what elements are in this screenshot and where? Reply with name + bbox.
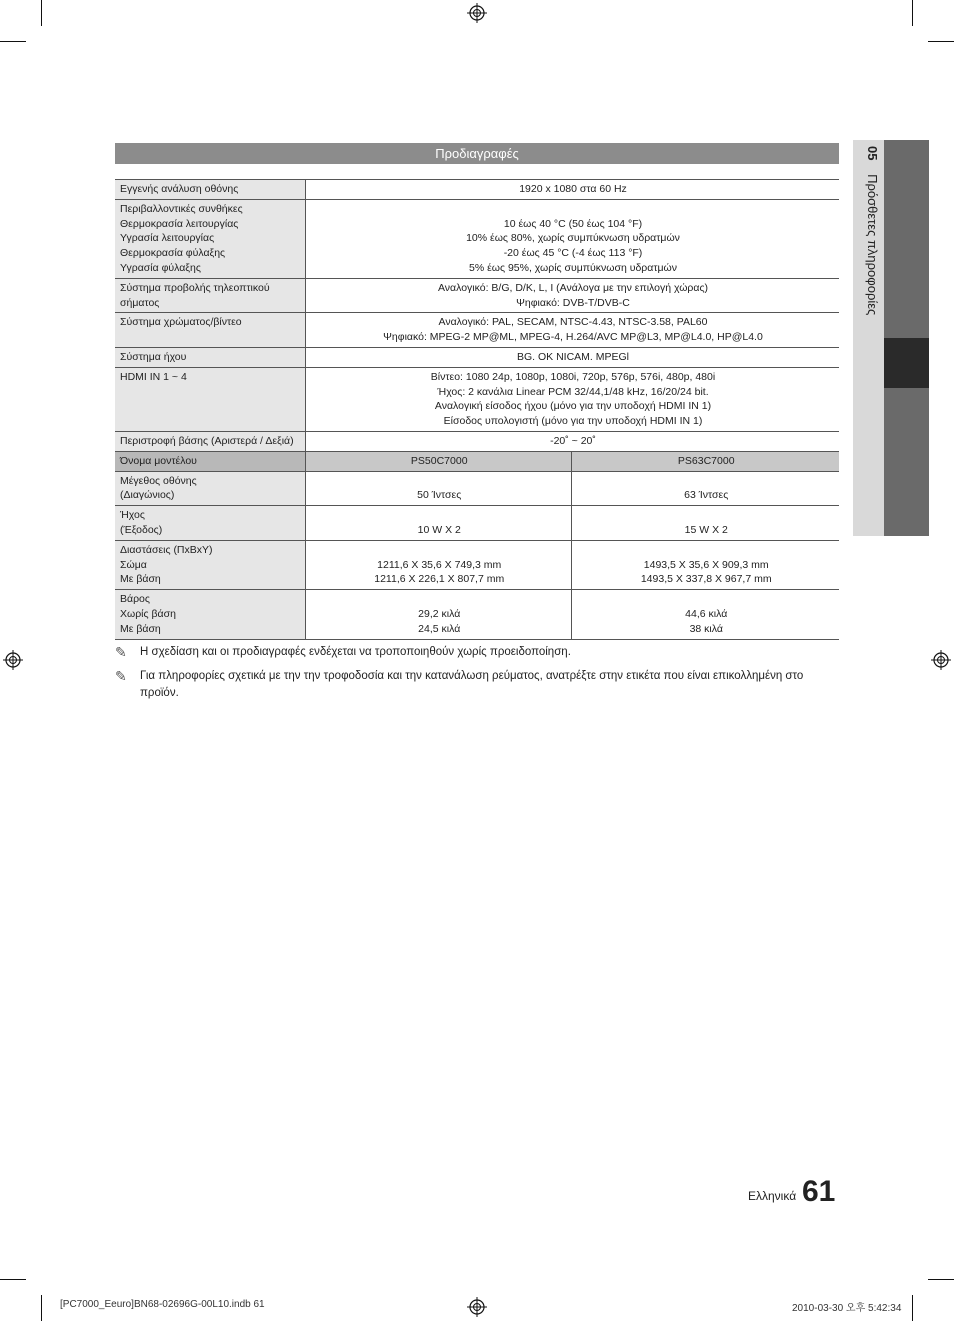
footer-timestamp: 2010-03-30 오후 5:42:34	[792, 1303, 902, 1314]
model-spec-row	[115, 471, 839, 506]
spec-row	[115, 313, 839, 348]
model-spec-label-line: Ήχος	[120, 509, 145, 522]
spec-label-line: Εγγενής ανάλυση οθόνης	[120, 183, 239, 195]
crop-mark	[928, 41, 954, 42]
model-spec-value	[306, 506, 572, 541]
spec-label-line: Υγρασία φύλαξης	[120, 261, 201, 274]
spec-label-line: Υγρασία λειτουργίας	[120, 232, 215, 245]
model-spec-value	[572, 471, 839, 506]
pencil-note-icon: ✎	[115, 668, 127, 684]
spec-label	[115, 180, 306, 200]
spec-value-line: Ψηφιακό: DVB-T/DVB-C	[516, 296, 630, 309]
spec-value-line: 5% έως 95%, χωρίς συμπύκνωση υδρατμών	[469, 261, 677, 274]
model-spec-value-line: 38 κιλά	[689, 622, 723, 635]
spec-row	[115, 347, 839, 367]
spec-value-line: Αναλογική είσοδος ήχου (μόνο για την υποδοχή HDMI IN 1)	[434, 400, 712, 413]
model-spec-value	[572, 540, 839, 589]
spec-row	[115, 180, 839, 200]
spec-value	[306, 347, 840, 367]
model-spec-label	[115, 540, 306, 589]
model-spec-value	[572, 506, 839, 541]
model-spec-label-line: Με βάση	[120, 573, 161, 586]
spec-value	[306, 431, 840, 451]
section-title: Προδιαγραφές	[115, 143, 839, 164]
spec-value	[306, 367, 840, 431]
model-spec-label-line: Σώμα	[120, 558, 147, 571]
model-spec-value	[306, 471, 572, 506]
model-spec-value	[572, 590, 839, 639]
spec-label	[115, 347, 306, 367]
spec-row	[115, 367, 839, 431]
model-spec-label	[115, 471, 306, 506]
model-spec-value-line: 10 W X 2	[417, 523, 461, 536]
crop-mark	[912, 0, 913, 26]
spec-value	[306, 313, 840, 348]
model-spec-row	[115, 506, 839, 541]
crop-mark	[41, 0, 42, 26]
spec-row	[115, 199, 839, 278]
model-spec-row	[115, 540, 839, 589]
spec-value	[306, 199, 840, 278]
spec-row	[115, 278, 839, 313]
model-spec-value-line: 15 W X 2	[684, 523, 728, 536]
model-spec-label-line: Χωρίς βάση	[120, 607, 176, 620]
spec-value-line: 1920 x 1080 στα 60 Hz	[519, 183, 627, 195]
spec-label	[115, 431, 306, 451]
model-spec-value-line: 50 Ίντσες	[417, 489, 462, 502]
spec-label-line: Περιστροφή βάσης (Αριστερά / Δεξιά)	[120, 434, 294, 447]
model-spec-value-line: 63 Ίντσες	[684, 489, 729, 502]
side-tab-marker	[884, 338, 929, 388]
model-name-label: Όνομα μοντέλου	[115, 451, 306, 471]
spec-value	[306, 180, 840, 200]
model-spec-value	[306, 590, 572, 639]
spec-label-line: Σύστημα ήχου	[120, 350, 187, 363]
pencil-note-icon: ✎	[115, 644, 127, 660]
footer-file-info: [PC7000_Eeuro]BN68-02696G-00L10.indb 61	[60, 1299, 265, 1310]
spec-value-line: Βίντεο: 1080 24p, 1080p, 1080i, 720p, 576p, 576i, 480p, 480i	[430, 370, 716, 383]
spec-label-line: Περιβαλλοντικές συνθήκες	[120, 202, 243, 215]
model-spec-value-line: 1493,5 X 35,6 X 909,3 mm	[643, 558, 769, 571]
note-text: Η σχεδίαση και οι προδιαγραφές ενδέχεται να τροποποιηθούν χωρίς προειδοποίηση.	[140, 646, 571, 658]
spec-value-line: BG. OK NICAM. MPEGl	[516, 350, 629, 363]
side-tab	[858, 146, 880, 526]
spec-value-line: Ήχος: 2 κανάλια Linear PCM 32/44,1/48 kHz, 16/20/24 bit.	[437, 385, 709, 398]
spec-label	[115, 367, 306, 431]
spec-label	[115, 278, 306, 313]
registration-mark-icon	[467, 1297, 487, 1317]
spec-label	[115, 313, 306, 348]
page-number: 61	[802, 1175, 836, 1208]
model-spec-value-line: 1493,5 X 337,8 X 967,7 mm	[640, 573, 772, 586]
side-tab-label: Πρόσθετες πληροφορίες	[865, 174, 880, 316]
note-text: Για πληροφορίες σχετικά με την την τροφοδοσία και την κατανάλωση ρεύματος, ανατρέξτε στην ετικέτα που είναι επικολλημένη στο προϊόν.	[140, 670, 804, 699]
spec-row	[115, 431, 839, 451]
spec-label-line: Θερμοκρασία φύλαξης	[120, 247, 226, 260]
spec-value	[306, 278, 840, 313]
spec-table	[115, 179, 839, 640]
spec-value-line: Ψηφιακό: MPEG-2 MP@ML, MPEG-4, H.264/AVC MP@L3, MP@L4.0, HP@L4.0	[383, 331, 763, 344]
spec-value-line: -20 έως 45 °C (-4 έως 113 °F)	[503, 247, 643, 260]
spec-value-line: 10% έως 80%, χωρίς συμπύκνωση υδρατμών	[466, 232, 680, 245]
model-spec-label-line: (Έξοδος)	[120, 523, 163, 536]
crop-mark	[41, 1295, 42, 1321]
note-2	[115, 668, 835, 699]
note-1	[115, 644, 835, 663]
spec-label	[115, 199, 306, 278]
model-spec-row	[115, 590, 839, 639]
spec-value-line: Είσοδος υπολογιστή (μόνο για την υποδοχή HDMI IN 1)	[443, 415, 703, 428]
spec-value-line: Αναλογικό: PAL, SECAM, NTSC-4.43, NTSC-3.58, PAL60	[438, 316, 708, 329]
model-spec-value-line: 44,6 κιλά	[685, 607, 728, 620]
model-spec-label-line: Διαστάσεις (ΠxΒxΥ)	[120, 543, 213, 556]
spec-label-line: Σύστημα προβολής τηλεοπτικού σήματος	[120, 281, 270, 309]
model-spec-label-line: Μέγεθος οθόνης	[120, 474, 197, 487]
model-name: PS50C7000	[306, 451, 572, 471]
model-spec-label-line: (Διαγώνιος)	[120, 489, 175, 502]
spec-label-line: Σύστημα χρώματος/βίντεο	[120, 316, 242, 329]
spec-value-line: -20˚ ~ 20˚	[550, 434, 596, 447]
model-spec-value-line: 1211,6 X 35,6 X 749,3 mm	[377, 558, 502, 571]
registration-mark-icon	[467, 3, 487, 23]
crop-mark	[912, 1295, 913, 1321]
side-tab-number: 05	[865, 146, 880, 161]
model-spec-value-line: 24,5 κιλά	[418, 622, 461, 635]
model-spec-value-line: 29,2 κιλά	[418, 607, 461, 620]
model-spec-value	[306, 540, 572, 589]
registration-mark-icon	[931, 650, 951, 670]
model-spec-label	[115, 590, 306, 639]
spec-value-line: 10 έως 40 °C (50 έως 104 °F)	[503, 217, 643, 230]
model-spec-label-line: Με βάση	[120, 622, 161, 635]
model-name-row	[115, 451, 839, 471]
model-spec-label	[115, 506, 306, 541]
model-name: PS63C7000	[572, 451, 839, 471]
crop-mark	[0, 41, 26, 42]
spec-label-line: HDMI IN 1 ~ 4	[120, 370, 187, 383]
spec-value-line: Αναλογικό: B/G, D/K, L, I (Ανάλογα με την επιλογή χώρας)	[437, 281, 709, 294]
model-spec-value-line: 1211,6 X 226,1 X 807,7 mm	[374, 573, 505, 586]
crop-mark	[0, 1279, 26, 1280]
model-spec-label-line: Βάρος	[120, 593, 150, 606]
crop-mark	[928, 1279, 954, 1280]
registration-mark-icon	[3, 650, 23, 670]
spec-label-line: Θερμοκρασία λειτουργίας	[120, 217, 239, 230]
page-language: Ελληνικά	[748, 1189, 797, 1203]
